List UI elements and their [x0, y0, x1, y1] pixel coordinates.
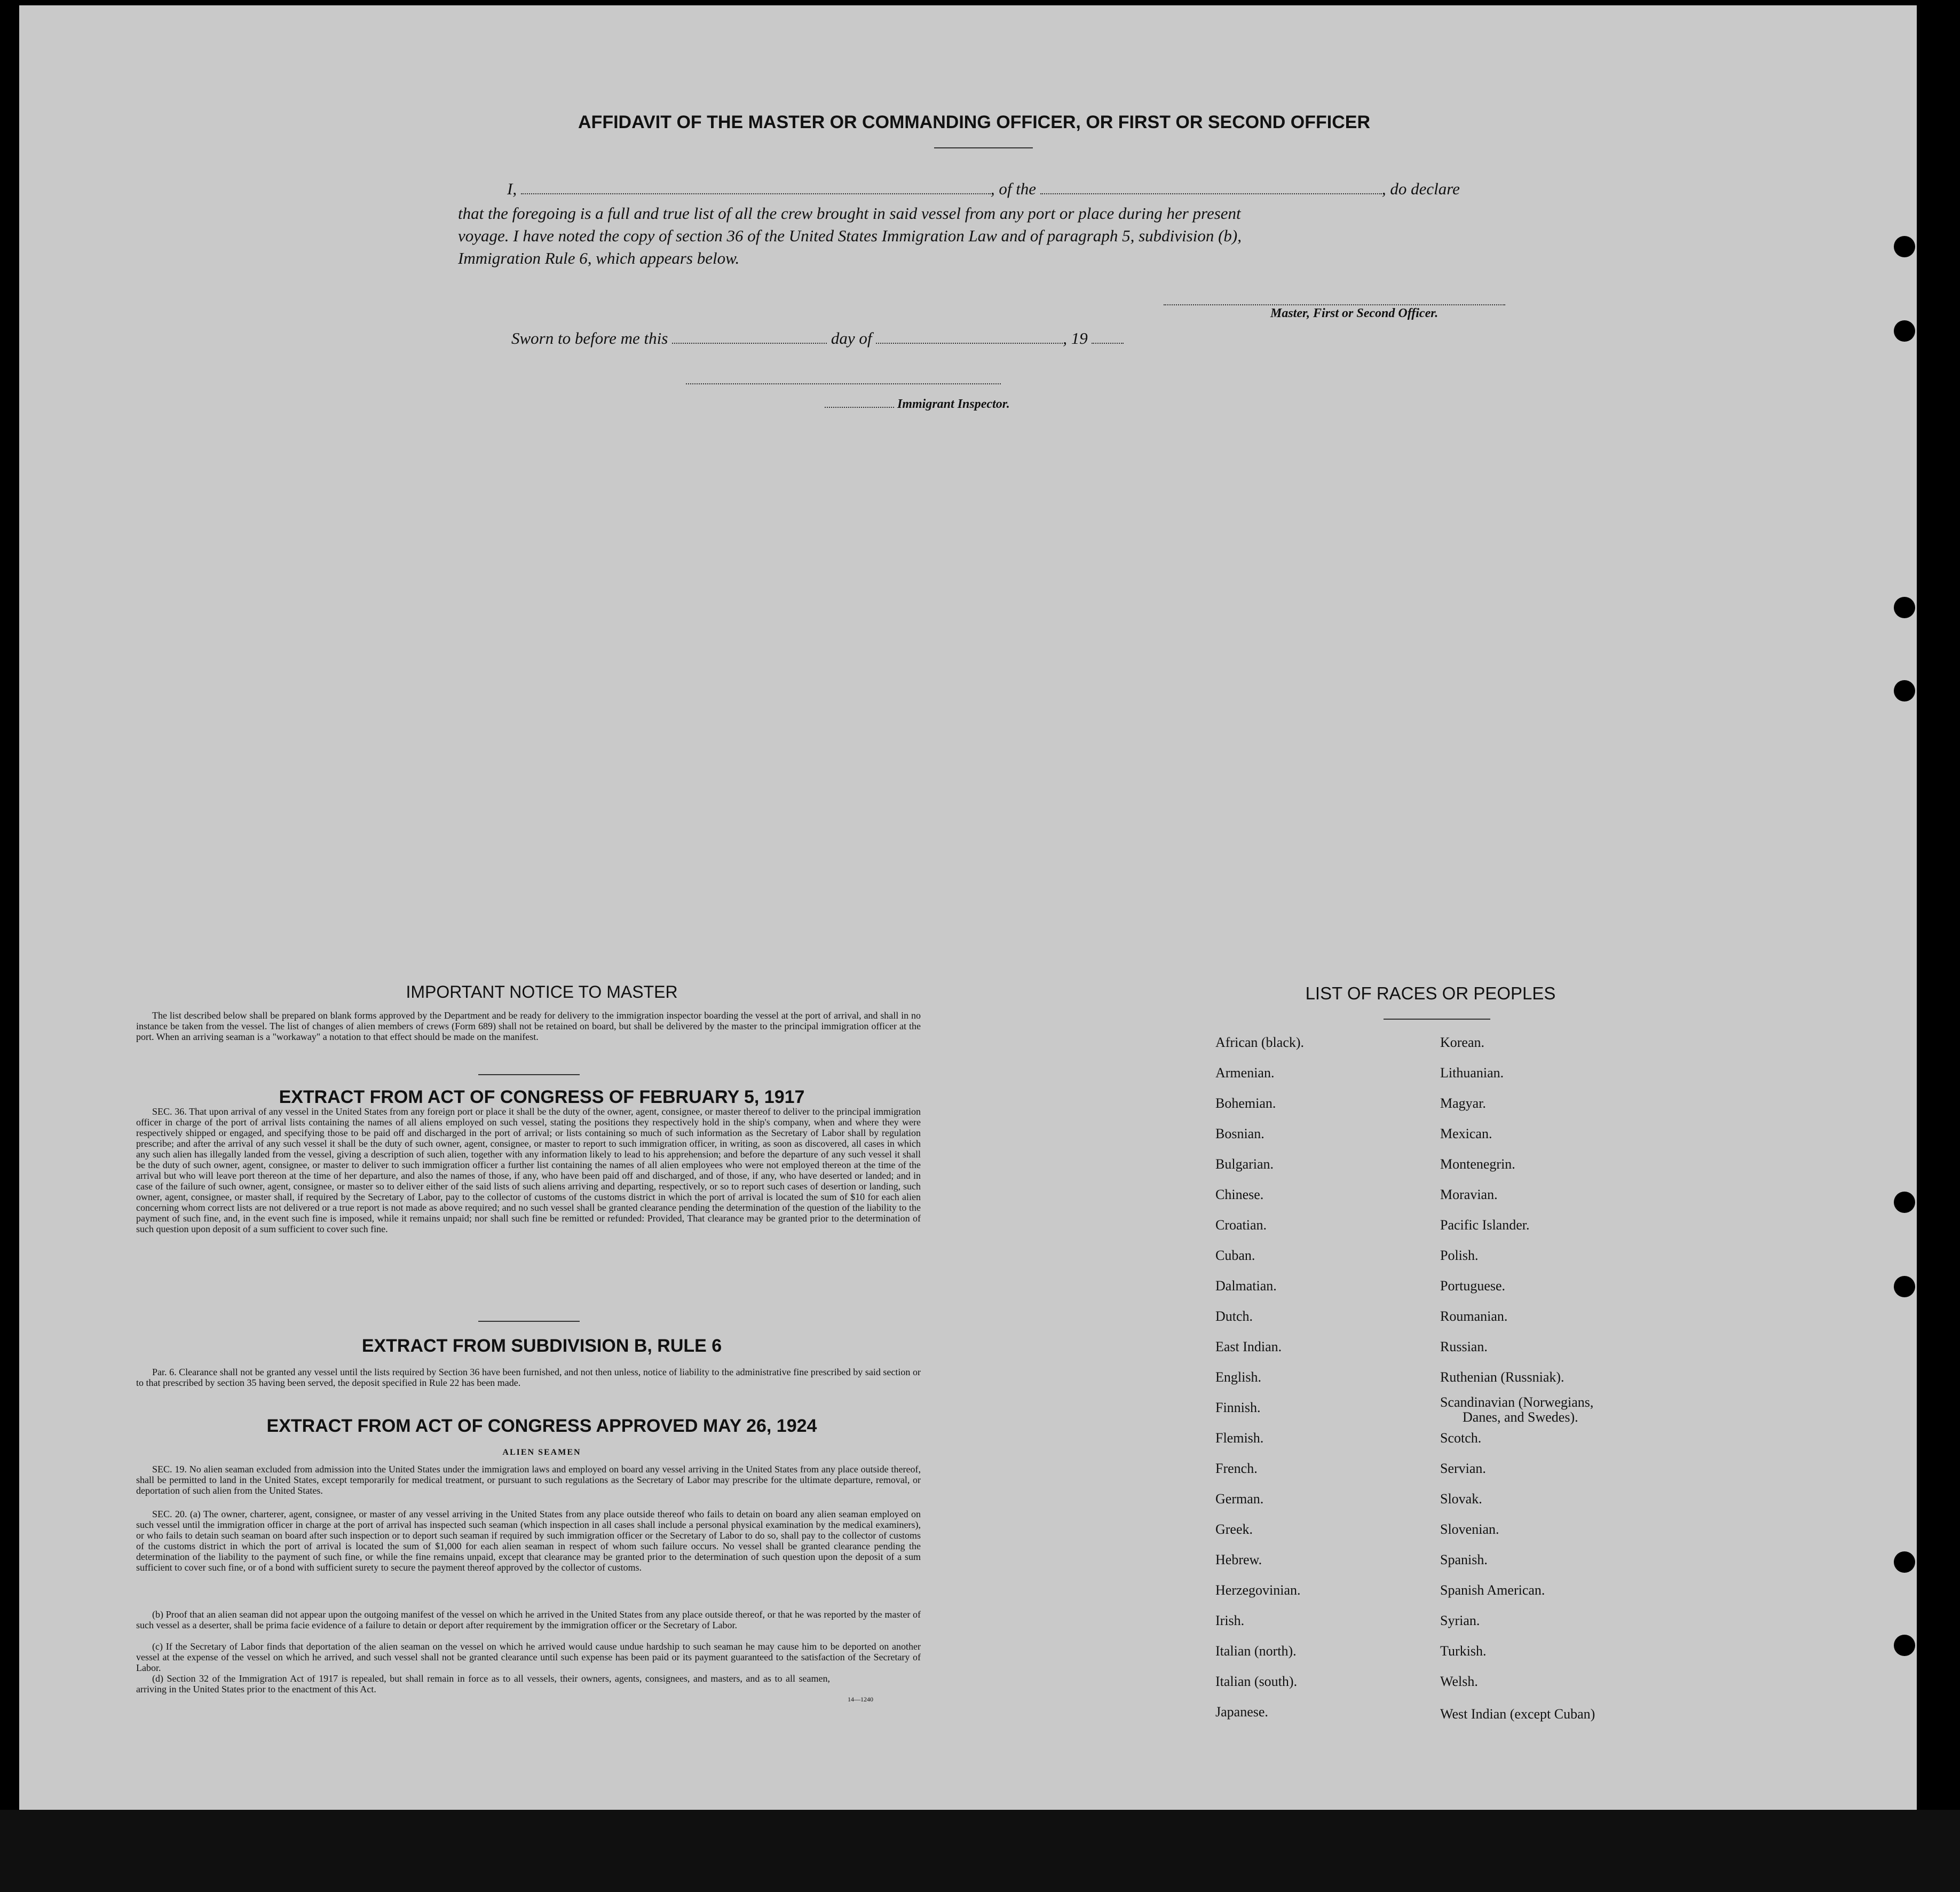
race-item: Bohemian.	[1215, 1095, 1276, 1111]
race-item: Irish.	[1215, 1613, 1245, 1628]
punch-hole	[1894, 597, 1915, 618]
race-item: Lithuanian.	[1440, 1065, 1504, 1081]
vessel-field[interactable]	[1040, 193, 1382, 194]
race-item: Pacific Islander.	[1440, 1217, 1530, 1233]
race-item: Chinese.	[1215, 1187, 1264, 1202]
race-item: Japanese.	[1215, 1704, 1268, 1720]
divider	[478, 1321, 580, 1322]
race-item: Mexican.	[1440, 1126, 1492, 1141]
punch-hole	[1894, 1192, 1915, 1213]
race-item-continued: Danes, and Swedes).	[1463, 1409, 1578, 1425]
race-item: West Indian (except Cuban)	[1440, 1706, 1595, 1722]
extract-1924-sec20a: SEC. 20. (a) The owner, charterer, agent, consignee, or master of any vessel arriving in the United States from any place outside thereof who fails to detain on board any alien seaman employed on such vessel until the immigration officer in charge at the port of arrival has inspected such seaman (which inspection in all cases shall include a personal physical examination by the medical examiners), or who fails to detain such seaman on board after such inspection or to deport such seaman if required by such immigration officer or the Secretary of Labor to do so, shall pay to the collector of customs of the customs district in which the port of arrival is located the sum of $1,000 for each alien seaman in respect of whom such failure occurs. No vessel shall be granted clearance pending the determination of the liability to the payment of such fine, or while the fine remains unpaid, except that clearance may be granted prior to the determination of such question upon the deposit of a sum sufficient to cover such fine, or of a bond with sufficient surety to secure the payment thereof approved by the collector of customs.	[136, 1509, 921, 1573]
race-item: Magyar.	[1440, 1095, 1486, 1111]
affidavit-line1-c: , do declare	[1381, 179, 1460, 198]
extract-1924-sec20d: (d) Section 32 of the Immigration Act of 1917 is repealed, but shall remain in force as to all vessels, their owners, agents, consignees, and masters, and as to all seamen, arriving in the United States prior to the enactment of this Act.	[136, 1673, 830, 1694]
punch-hole	[1894, 1635, 1915, 1656]
affidavit-line3: voyage. I have noted the copy of section 36 of the United States Immigration Law and of paragraph 5, subdivision (b),	[458, 226, 1242, 245]
affidavit-line1-a: I,	[507, 179, 517, 198]
inspector-signature-line[interactable]	[686, 383, 1001, 384]
sworn-day-field[interactable]	[672, 342, 827, 344]
race-item: Roumanian.	[1440, 1308, 1508, 1324]
race-item: Russian.	[1440, 1339, 1488, 1354]
race-item: Flemish.	[1215, 1430, 1264, 1446]
punch-hole	[1894, 680, 1915, 701]
race-item: Scandinavian (Norwegians,	[1440, 1394, 1594, 1410]
race-item: Spanish American.	[1440, 1582, 1545, 1598]
sworn-year-field[interactable]	[1092, 342, 1124, 344]
affidavit-line4: Immigration Rule 6, which appears below.	[458, 249, 740, 267]
inspector-line	[825, 397, 1092, 412]
notice-title: IMPORTANT NOTICE TO MASTER	[406, 982, 678, 1002]
sworn-label: Sworn to before me this	[511, 329, 668, 348]
sworn-line	[511, 329, 1259, 348]
sworn-month-field[interactable]	[876, 342, 1063, 344]
punch-hole	[1894, 320, 1915, 342]
race-item: Finnish.	[1215, 1400, 1261, 1415]
notice-text: The list described below shall be prepared on blank forms approved by the Department and be ready for delivery to the immigration inspector boarding the vessel at the port of arrival, and shall in no instance be taken from the vessel. The list of changes of alien members of crews (Form 689) shall not be retained on board, but shall be delivered by the master to the principal immigration officer at the port. When an arriving seaman is a "workaway" a notation to that effect should be made on the manifest.	[136, 1010, 921, 1042]
race-item: Bulgarian.	[1215, 1156, 1274, 1172]
inspector-label: Immigrant Inspector.	[897, 397, 1010, 411]
signature-label: Master, First or Second Officer.	[1270, 306, 1439, 320]
punch-hole	[1894, 1551, 1915, 1573]
name-field[interactable]	[521, 193, 991, 194]
race-item: Ruthenian (Russniak).	[1440, 1369, 1564, 1385]
race-item: Bosnian.	[1215, 1126, 1264, 1141]
race-item: Welsh.	[1440, 1674, 1478, 1689]
race-item: Cuban.	[1215, 1248, 1255, 1263]
race-item: Slovenian.	[1440, 1522, 1499, 1537]
race-item: Italian (south).	[1215, 1674, 1298, 1689]
race-item: Croatian.	[1215, 1217, 1267, 1233]
sworn-day-of: day of	[831, 329, 872, 348]
race-item: Greek.	[1215, 1522, 1253, 1537]
race-item: Polish.	[1440, 1248, 1479, 1263]
races-title: LIST OF RACES OR PEOPLES	[1305, 983, 1556, 1003]
race-item: Montenegrin.	[1440, 1156, 1515, 1172]
race-item: Spanish.	[1440, 1552, 1488, 1567]
race-item: French.	[1215, 1461, 1258, 1476]
race-item: African (black).	[1215, 1035, 1305, 1050]
affidavit-line1	[507, 179, 1521, 199]
extract-1924-subtitle: ALIEN SEAMEN	[502, 1448, 581, 1457]
sworn-year-prefix: , 19	[1063, 329, 1088, 348]
race-item: Herzegovinian.	[1215, 1582, 1301, 1598]
race-item: Turkish.	[1440, 1643, 1487, 1659]
race-item: German.	[1215, 1491, 1264, 1507]
form-number: 14—1240	[848, 1696, 873, 1703]
extract-1924-title: EXTRACT FROM ACT OF CONGRESS APPROVED MAY 26, 1924	[266, 1416, 817, 1436]
race-item: English.	[1215, 1369, 1261, 1385]
extract-rule6-title: EXTRACT FROM SUBDIVISION B, RULE 6	[361, 1336, 722, 1356]
affidavit-line1-b: , of the	[990, 179, 1037, 198]
affidavit-line2: that the foregoing is a full and true list of all the crew brought in said vessel from any port or place during her present	[458, 204, 1241, 223]
race-item: Slovak.	[1440, 1491, 1482, 1507]
race-item: Scotch.	[1440, 1430, 1482, 1446]
race-item: Italian (north).	[1215, 1643, 1297, 1659]
punch-hole	[1894, 236, 1915, 257]
race-item: Servian.	[1440, 1461, 1486, 1476]
extract-rule6-text: Par. 6. Clearance shall not be granted any vessel until the lists required by Section 36 have been furnished, and not then unless, notice of liability to the administrative fine prescribed by said section or to that prescribed by section 35 having been served, the deposit specified in Rule 22 has been made.	[136, 1367, 921, 1388]
race-item: Hebrew.	[1215, 1552, 1262, 1567]
divider	[478, 1074, 580, 1075]
race-item: Dalmatian.	[1215, 1278, 1277, 1294]
punch-hole	[1894, 1276, 1915, 1297]
extract-1924-sec19: SEC. 19. No alien seaman excluded from admission into the United States under the immigration laws and employed on board any vessel arriving in the United States from any place outside thereof, shall be permitted to land in the United States, except temporarily for medical treatment, or pursuant to such regulations as the Secretary of Labor may prescribe for the ultimate departure, removal, or deportation of such alien from the United States.	[136, 1464, 921, 1496]
divider	[1384, 1019, 1490, 1020]
divider	[934, 147, 1033, 148]
inspector-field[interactable]	[825, 406, 894, 408]
signature-line[interactable]	[1164, 304, 1505, 305]
race-item: Portuguese.	[1440, 1278, 1506, 1294]
race-item: East Indian.	[1215, 1339, 1282, 1354]
race-item: Syrian.	[1440, 1613, 1480, 1628]
affidavit-title: AFFIDAVIT OF THE MASTER OR COMMANDING OFFICER, OR FIRST OR SECOND OFFICER	[578, 112, 1370, 132]
extract-1924-sec20c: (c) If the Secretary of Labor finds that deportation of the alien seaman on the vessel on which he arrived would cause undue hardship to such seaman he may cause him to be deported on another vessel at the expense of the vessel on which he arrived, and such vessel shall not be granted clearance until such expense has been paid or its payment guaranteed to the satisfaction of the Secretary of Labor.	[136, 1641, 921, 1673]
race-item: Armenian.	[1215, 1065, 1275, 1081]
extract-1924-sec20b: (b) Proof that an alien seaman did not appear upon the outgoing manifest of the vessel on which he arrived in the United States from any place outside thereof, or that he was reported by the master of such vessel as a deserter, shall be prima facie evidence of a failure to detain or deport after requirement by the immigration officer or the Secretary of Labor.	[136, 1609, 921, 1630]
race-item: Dutch.	[1215, 1308, 1253, 1324]
page-bottom-edge	[0, 1810, 1960, 1892]
extract-1917-text: SEC. 36. That upon arrival of any vessel in the United States from any foreign port or place it shall be the duty of the owner, agent, consignee, or master thereof to deliver to the principal immigration officer in charge of the port of arrival lists containing the names of all aliens employed on such vessel, stating the positions they respectively hold in the ship's company, when and where they were respectively shipped or engaged, and specifying those to be paid off and discharged in the port of arrival; or lists containing so much of such information as the Secretary of Labor shall by regulation prescribe; and after the arrival of any such vessel it shall be the duty of such owner, agent, consignee, or master to report to such immigration officer, in writing, as soon as discovered, all cases in which any such alien has illegally landed from the vessel, giving a description of such alien, together with any information likely to lead to his apprehension; and before the departure of any such vessel it shall be the duty of such owner, agent, consignee, or master to deliver to such immigration officer a further list containing the names of all alien employees who were not employed thereon at the time of the arrival but who will leave port thereon at the time of her departure, and also the names of those, if any, who have been paid off and discharged, and of those, if any, who have deserted or landed; and in case of the failure of such owner, agent, consignee, or master so to deliver either of the said lists of such aliens arriving and departing, respectively, or so to report such cases of desertion or landing, such owner, agent, consignee, or master shall, if required by the Secretary of Labor, pay to the collector of customs of the customs district in which the port of arrival is located the sum of $10 for each alien concerning whom correct lists are not delivered or a true report is not made as above required; and no such vessel shall be granted clearance pending the determination of the question of the liability to the payment of such fine, and, in the event such fine is imposed, while it remains unpaid; nor shall such fine be remitted or refunded: Provided, That clearance may be granted prior to the determination of such question upon deposit of a sum sufficient to cover such fine.	[136, 1106, 921, 1234]
extract-1917-title: EXTRACT FROM ACT OF CONGRESS OF FEBRUARY 5, 1917	[279, 1087, 805, 1107]
race-item: Moravian.	[1440, 1187, 1498, 1202]
race-item: Korean.	[1440, 1035, 1485, 1050]
